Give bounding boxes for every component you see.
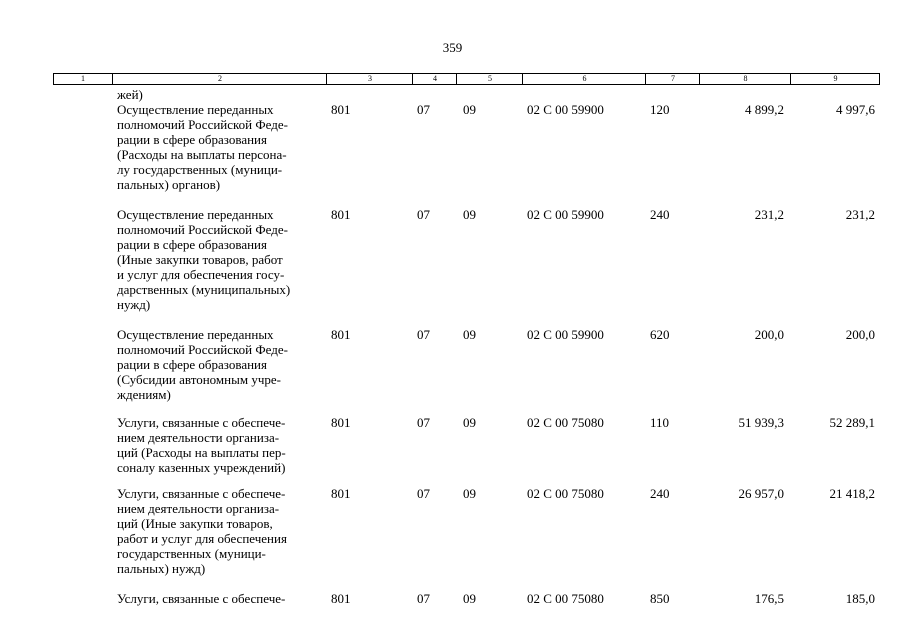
row-name: Осуществление переданных полномочий Российской Феде- рации в сфере образования (Расходы на выплаты персона- лу государственных (муници- пальных) органов)	[117, 102, 288, 192]
header-col-8: 8	[699, 74, 791, 84]
header-col-6: 6	[522, 74, 646, 84]
row-csr: 02 С 00 59900	[527, 327, 604, 342]
row-grbs: 801	[331, 327, 351, 342]
row-csr: 02 С 00 59900	[527, 207, 604, 222]
continuation-text: жей)	[117, 87, 143, 102]
row-name: Услуги, связанные с обеспече- нием деятельности организа- ций (Расходы на выплаты пер- соналу казенных учреждений)	[117, 415, 286, 475]
row-rz: 07	[417, 327, 430, 342]
row-vr: 850	[650, 591, 670, 606]
row-name: Услуги, связанные с обеспече- нием деятельности организа- ций (Иные закупки товаров, работ и услуг для обеспечения государственных (муници- пальных) нужд)	[117, 486, 287, 576]
row-sum1: 51 939,3	[738, 415, 784, 430]
header-col-4: 4	[412, 74, 457, 84]
header-col-5: 5	[456, 74, 523, 84]
row-pr: 09	[463, 486, 476, 501]
table-body	[0, 87, 905, 606]
header-col-9: 9	[790, 74, 880, 84]
row-sum2: 231,2	[845, 207, 875, 222]
table-header-row	[53, 73, 880, 85]
row-pr: 09	[463, 102, 476, 117]
row-sum1: 231,2	[754, 207, 784, 222]
table-row	[0, 591, 905, 606]
row-vr: 110	[650, 415, 670, 430]
row-vr: 620	[650, 327, 670, 342]
row-rz: 07	[417, 415, 430, 430]
row-grbs: 801	[331, 102, 351, 117]
row-name: Осуществление переданных полномочий Российской Феде- рации в сфере образования (Иные закупки товаров, работ и услуг для обеспечения госу- дарственных (муниципальных) нужд)	[117, 207, 291, 312]
table-row	[0, 102, 905, 207]
header-col-3: 3	[326, 74, 413, 84]
row-csr: 02 С 00 75080	[527, 486, 604, 501]
row-vr: 240	[650, 207, 670, 222]
continuation-row	[0, 87, 905, 102]
row-grbs: 801	[331, 486, 351, 501]
table-row	[0, 415, 905, 486]
row-vr: 240	[650, 486, 670, 501]
row-grbs: 801	[331, 207, 351, 222]
row-sum1: 176,5	[754, 591, 784, 606]
row-sum1: 4 899,2	[745, 102, 784, 117]
row-pr: 09	[463, 415, 476, 430]
row-grbs: 801	[331, 415, 351, 430]
row-name: Осуществление переданных полномочий Российской Феде- рации в сфере образования (Субсидии автономным учре- ждениям)	[117, 327, 288, 402]
page-number: 359	[442, 40, 463, 55]
row-sum1: 26 957,0	[738, 486, 784, 501]
table-row	[0, 207, 905, 327]
row-sum2: 4 997,6	[836, 102, 875, 117]
header-col-7: 7	[645, 74, 700, 84]
row-grbs: 801	[331, 591, 351, 606]
row-sum2: 185,0	[845, 591, 875, 606]
row-sum2: 200,0	[845, 327, 875, 342]
row-rz: 07	[417, 591, 430, 606]
table-row	[0, 486, 905, 591]
row-rz: 07	[417, 102, 430, 117]
row-pr: 09	[463, 327, 476, 342]
row-sum1: 200,0	[754, 327, 784, 342]
row-sum2: 52 289,1	[829, 415, 875, 430]
row-csr: 02 С 00 75080	[527, 591, 604, 606]
header-col-2: 2	[112, 74, 327, 84]
row-rz: 07	[417, 486, 430, 501]
row-csr: 02 С 00 75080	[527, 415, 604, 430]
row-pr: 09	[463, 591, 476, 606]
table-row	[0, 327, 905, 415]
header-col-1: 1	[81, 74, 85, 83]
row-vr: 120	[650, 102, 670, 117]
row-name: Услуги, связанные с обеспече-	[117, 591, 286, 606]
row-pr: 09	[463, 207, 476, 222]
row-rz: 07	[417, 207, 430, 222]
row-sum2: 21 418,2	[829, 486, 875, 501]
row-csr: 02 С 00 59900	[527, 102, 604, 117]
